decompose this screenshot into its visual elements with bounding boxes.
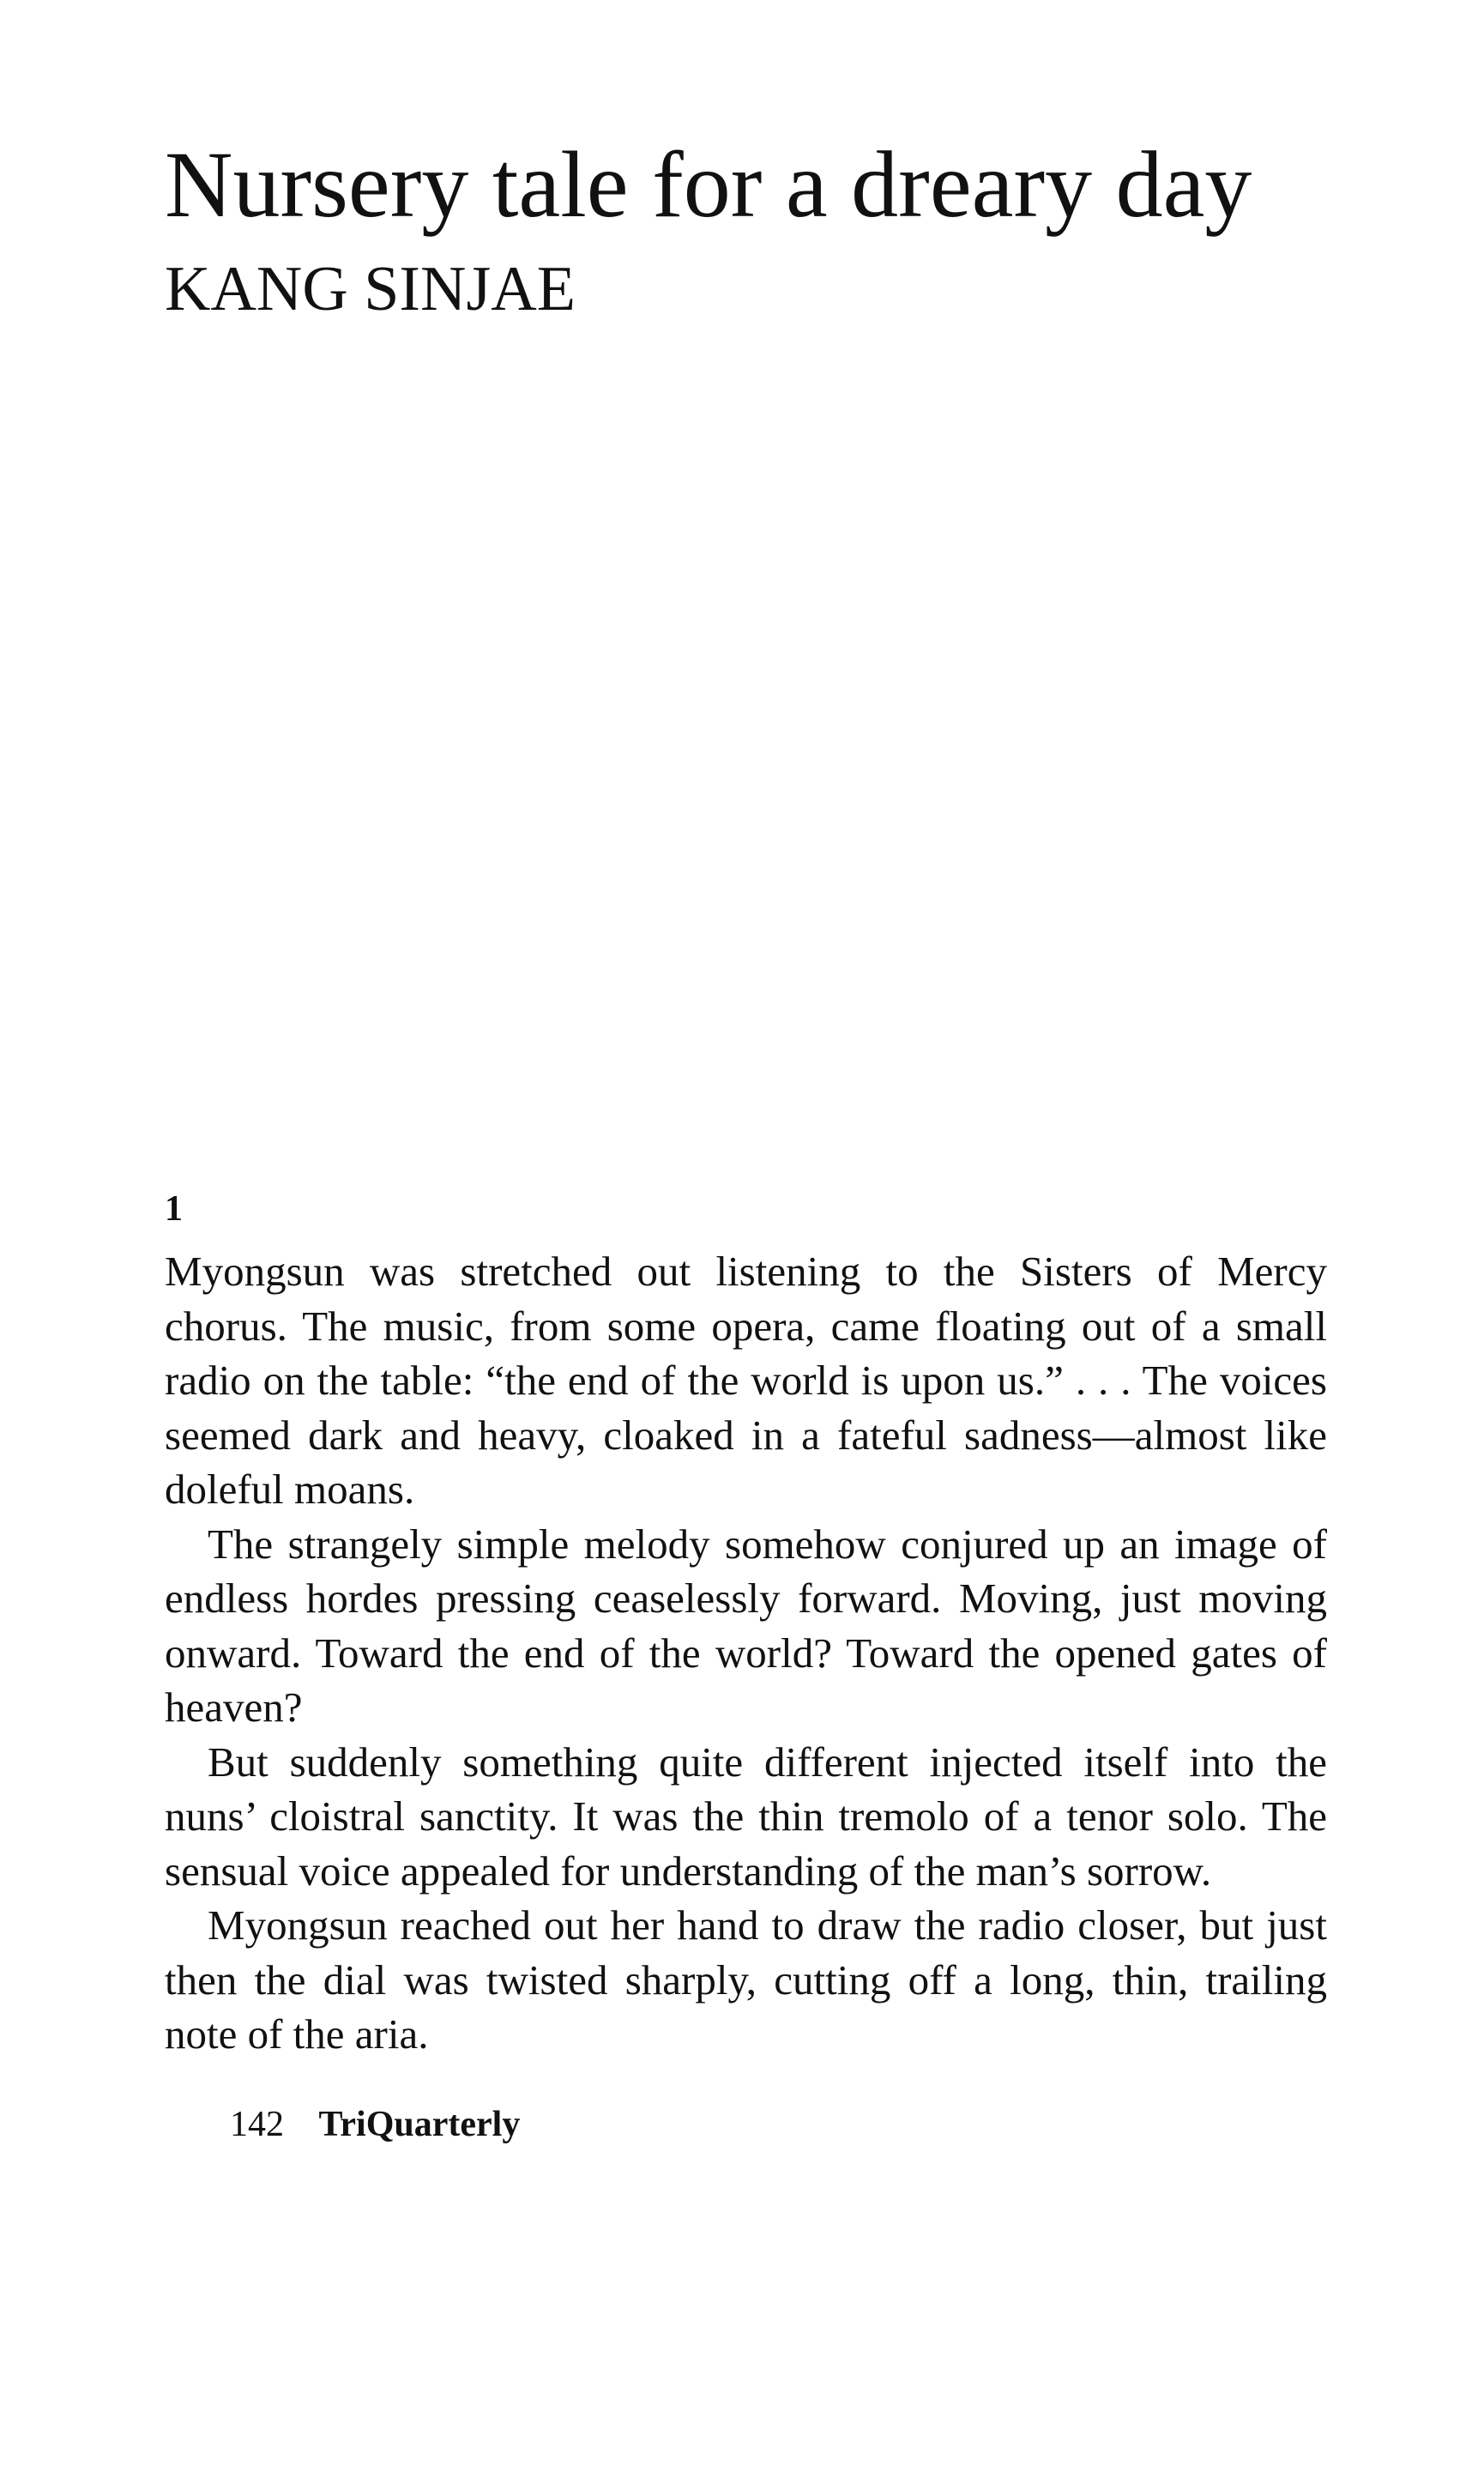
author-name: KANG SINJAE [165, 254, 576, 324]
paragraph: But suddenly something quite different injected itself into the nuns’ cloistral sanctity. It was the thin tremolo of a tenor solo. The sensual voice appealed for understanding of the man’s sorrow. [165, 1738, 1327, 1895]
page-footer [230, 2106, 520, 2143]
journal-name: TriQuarterly [318, 2105, 521, 2144]
story-body [165, 1244, 1327, 2062]
story-title: Nursery tale for a dreary day [165, 132, 1252, 237]
paragraph: Myongsun was stretched out listening to the Sisters of Mercy chorus. The music, from some opera, came floating out of a small radio on the table: “the end of the world is upon us.” . . . The voices seemed dark and heavy, cloaked in a fateful sadness—almost like doleful moans. [165, 1248, 1327, 1513]
paragraph: The strangely simple melody somehow conjured up an image of endless hordes pressing ceaselessly forward. Moving, just moving onward. Toward the end of the world? Toward the opened gates of heaven? [165, 1520, 1327, 1731]
paragraph: Myongsun reached out her hand to draw the radio closer, but just then the dial was twisted sharply, cutting off a long, thin, trailing note of the aria. [165, 1901, 1327, 2058]
section-number: 1 [165, 1189, 183, 1229]
page-number: 142 [230, 2105, 284, 2144]
